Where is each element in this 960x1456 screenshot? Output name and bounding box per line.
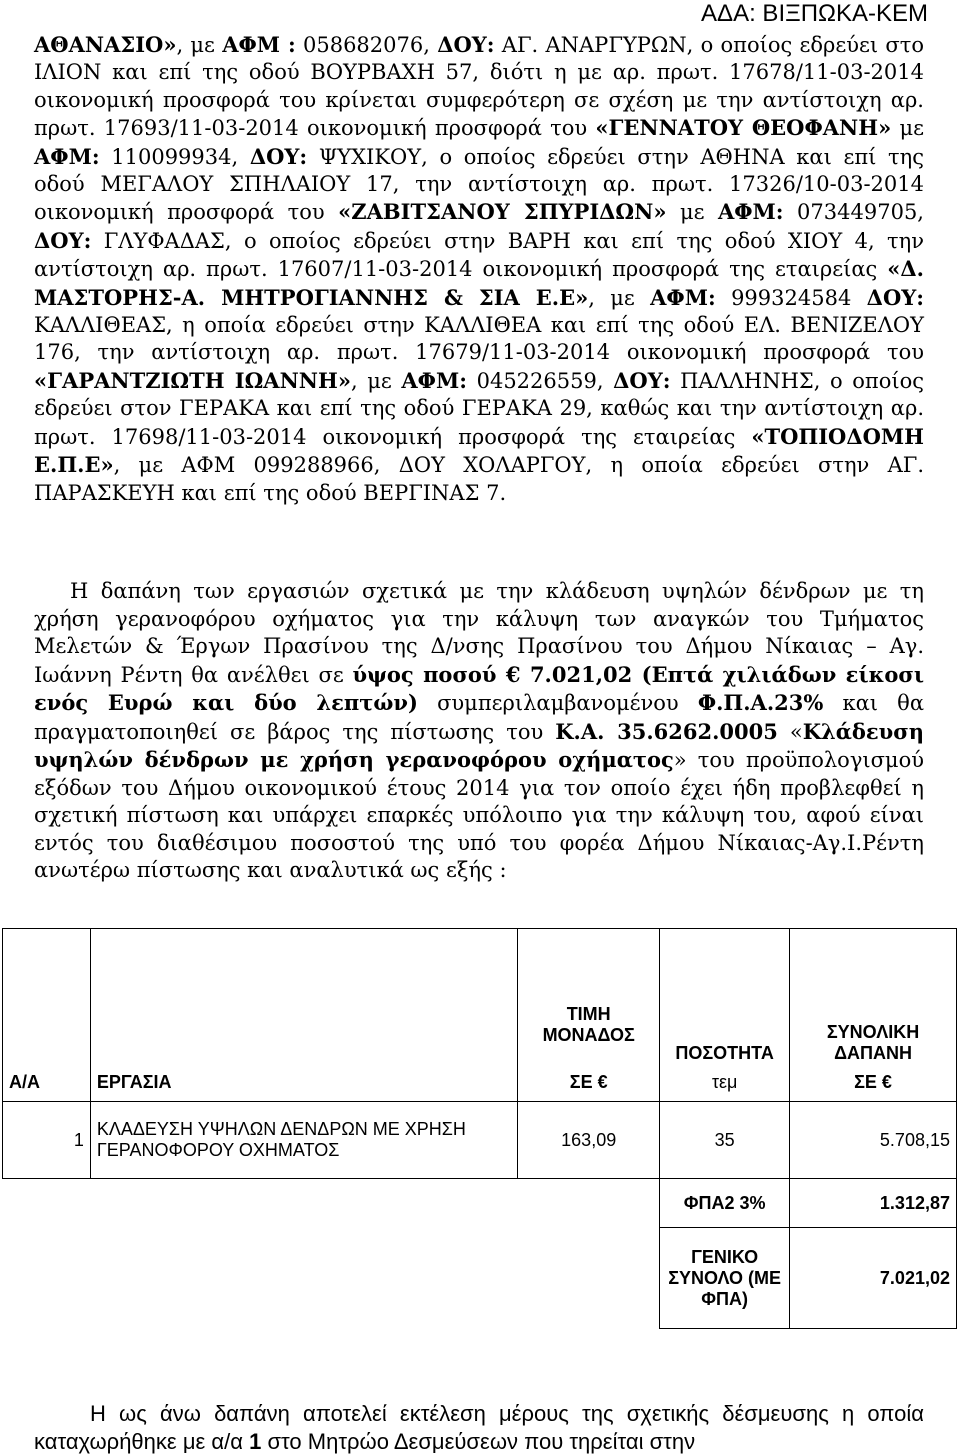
expense-table (2, 928, 957, 1329)
fpa-row (3, 1179, 957, 1228)
fpa-label: ΦΠΑ2 3% (660, 1179, 790, 1228)
table-header-row (3, 929, 957, 1102)
row-synoliki: 5.708,15 (790, 1102, 957, 1179)
fpa-value: 1.312,87 (790, 1179, 957, 1228)
paragraph-offers: ΑΘΑΝΑΣΙΟ», με ΑΦΜ : 058682076, ΔΟΥ: ΑΓ. ΑΝΑΡΓΥΡΩΝ, ο οποίος εδρεύει στο ΙΛΙΟΝ και επί της οδού ΒΟΥΡΒΑΧΗ 57, διότι η με αρ. πρωτ. 17678/11-03-2014 οικονομική προσφορά του κρίνεται συμφερότερη σε σχέση με την αντίστοιχη αρ. πρωτ. 17693/11-03-2014 οικονομική προσφορά του «ΓΕΝΝΑΤΟΥ ΘΕΟΦΑΝΗ» με ΑΦΜ: 110099934, ΔΟΥ: ΨΥΧΙΚΟΥ, ο οποίος εδρεύει στην ΑΘΗΝΑ και επί της οδού ΜΕΓΑΛΟΥ ΣΠΗΛΑΙΟΥ 17, την αντίστοιχη αρ. πρωτ. 17326/10-03-2014 οικονομική προσφορά του «ΖΑΒΙΤΣΑΝΟΥ ΣΠΥΡΙΔΩΝ» με ΑΦΜ: 073449705, ΔΟΥ: ΓΛΥΦΑΔΑΣ, ο οποίος εδρεύει στην ΒΑΡΗ και επί της οδού ΧΙΟΥ 4, την αντίστοιχη αρ. πρωτ. 17607/11-03-2014 οικονομική προσφορά της εταιρείας «Δ. ΜΑΣΤΟΡΗΣ-Α. ΜΗΤΡΟΓΙΑΝΝΗΣ & ΣΙΑ Ε.Ε», με ΑΦΜ: 999324584 ΔΟΥ: ΚΑΛΛΙΘΕΑΣ, η οποία εδρεύει στην ΚΑΛΛΙΘΕΑ και επί της οδού ΕΛ. ΒΕΝΙΖΕΛΟΥ 176, την αντίστοιχη αρ. πρωτ. 17679/11-03-2014 οικονομική προσφορά του «ΓΑΡΑΝΤΖΙΩΤΗ ΙΩΑΝΝΗ», με ΑΦΜ: 045226559, ΔΟΥ: ΠΑΛΛΗΝΗΣ, ο οποίος εδρεύει στον ΓΕΡΑΚΑ και επί της οδού ΓΕΡΑΚΑ 29, καθώς και την αντίστοιχη αρ. πρωτ. 17698/11-03-2014 οικονομική προσφορά της εταιρείας «ΤΟΠΙΟΔΟΜΗ Ε.Π.Ε», με ΑΦΜ 099288966, ΔΟΥ ΧΟΛΑΡΓΟΥ, η οποία εδρεύει στην ΑΓ. ΠΑΡΑΣΚΕΥΗ και επί της οδού ΒΕΡΓΙΝΑΣ 7. (34, 32, 925, 505)
header-posotita: ΠΟΣΟΤΗΤΑ τεμ (660, 929, 790, 1102)
header-synoliki: ΣΥΝΟΛΙΚΗ ΔΑΠΑΝΗ ΣΕ € (790, 929, 957, 1102)
total-value: 7.021,02 (790, 1228, 957, 1329)
header-timi: ΤΙΜΗ ΜΟΝΑΔΟΣ ΣΕ € (518, 929, 660, 1102)
row-ergasia: ΚΛΑΔΕΥΣΗ ΥΨΗΛΩΝ ΔΕΝΔΡΩΝ ΜΕ ΧΡΗΣΗ ΓΕΡΑΝΟΦΟΡΟΥ ΟΧΗΜΑΤΟΣ (90, 1102, 517, 1179)
header-ergasia: ΕΡΓΑΣΙΑ (90, 929, 517, 1102)
header-aa: Α/Α (3, 929, 91, 1102)
row-posotita: 35 (660, 1102, 790, 1179)
paragraph-expense: Η δαπάνη των εργασιών σχετικά με την κλάδευση υψηλών δένδρων με τη χρήση γερανοφόρου οχήματος για την κάλυψη των αναγκών του Τμήματος Μελετών & Έργων Πρασίνου της Δ/νσης Πρασίνου του Δήμου Νίκαιας – Αγ. Ιωάννη Ρέντη θα ανέλθει σε ύψος ποσού € 7.021,02 (Επτά χιλιάδων είκοσι ενός Ευρώ και δύο λεπτών) συμπεριλαμβανομένου Φ.Π.Α.23% και θα πραγματοποιηθεί σε βάρος της πίστωσης του Κ.Α. 35.6262.0005 «Κλάδευση υψηλών δένδρων με χρήση γερανοφόρου οχήματος» του προϋπολογισμού εξόδων του Δήμου οικονομικού έτους 2014 για τον οποίο έχει ήδη προβλεφθεί η σχετική πίστωση και υπάρχει επαρκές υπόλοιπο για την κάλυψη του, αφού είναι εντός του διαθέσιμου ποσοστού της υπό του φορέα Δήμου Νίκαιας-Αγ.Ι.Ρέντη ανωτέρω πίστωσης και αναλυτικά ως εξής : (34, 579, 924, 882)
row-aa: 1 (3, 1102, 91, 1179)
row-timi: 163,09 (518, 1102, 660, 1179)
total-row (3, 1228, 957, 1329)
table-row (3, 1102, 957, 1179)
total-label: ΓΕΝΙΚΟ ΣΥΝΟΛΟ (ΜΕ ΦΠΑ) (660, 1228, 790, 1329)
paragraph-commitment: Η ως άνω δαπάνη αποτελεί εκτέλεση μέρους της σχετικής δέσμευσης η οποία καταχωρήθηκε με α/α 1 στο Μητρώο Δεσμεύσεων που τηρείται στην (34, 1401, 924, 1454)
document-ada-header: ΑΔΑ: ΒΙΞΠΩΚΑ-ΚΕΜ (701, 0, 928, 27)
